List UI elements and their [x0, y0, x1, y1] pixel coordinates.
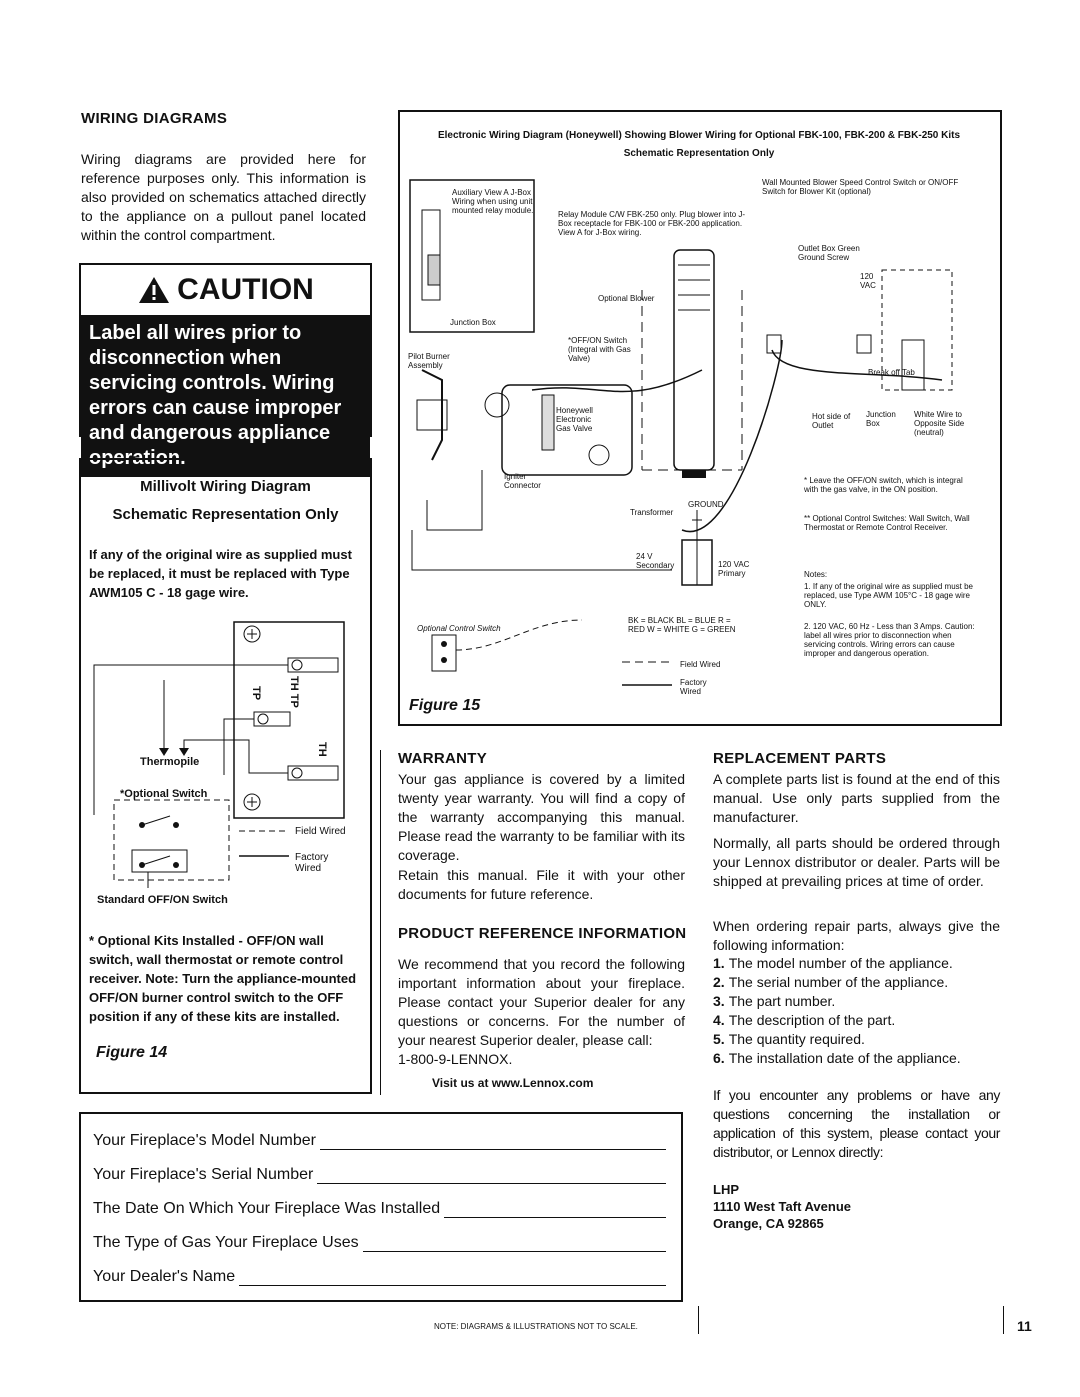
wiring-heading: WIRING DIAGRAMS — [81, 110, 228, 127]
info-form — [93, 1120, 666, 1286]
fig15-factory-wired: Factory Wired — [680, 678, 707, 696]
fig14-title: Millivolt Wiring Diagram — [140, 478, 311, 495]
fig15-pilot-burner: Pilot Burner Assembly — [408, 352, 450, 370]
millivolt-diagram — [84, 620, 364, 920]
warranty-heading: WARRANTY — [398, 750, 488, 767]
fig15-jbox: Junction Box — [866, 410, 896, 428]
fig15-onoff-switch: *OFF/ON Switch (Integral with Gas Valve) — [568, 336, 631, 363]
caution-text: Label all wires prior to disconnection when servicing controls. Wiring errors can cause improper and dangerous appliance operation. — [81, 315, 370, 477]
fig15-notes-title: Notes: — [804, 570, 828, 579]
fig14-optional-switch: *Optional Switch — [120, 788, 208, 800]
serial-number-field[interactable]: Your Fireplace's Serial Number — [93, 1154, 666, 1184]
fig15-honeywell: Honeywell Electronic Gas Valve — [556, 406, 593, 433]
product-ref-phone: 1-800-9-LENNOX. — [398, 1051, 513, 1067]
fig15-note1: * Leave the OFF/ON switch, which is integral with the gas valve, in the ON position. — [804, 476, 963, 494]
fig15-legend-colors: BK = BLACK BL = BLUE R = RED W = WHITE G = GREEN — [628, 616, 736, 634]
fig15-field-wired: Field Wired — [680, 660, 721, 669]
fig15-aux-view: Auxiliary View A J-Box Wiring when using unit mounted relay module. — [452, 188, 534, 215]
fig15-24v: 24 V Secondary — [636, 552, 675, 570]
product-ref-heading: PRODUCT REFERENCE INFORMATION — [398, 925, 687, 942]
model-number-field[interactable]: Your Fireplace's Model Number — [93, 1120, 666, 1150]
parts-p2: Normally, all parts should be ordered through your Lennox distributor or dealer. Parts will be shipped at prevailing prices at time of order. — [713, 835, 1000, 889]
fig15-subtitle: Schematic Representation Only — [623, 148, 775, 159]
fig15-notes-a: 1. If any of the original wire as supplied must be replaced, use Type AWM 105°C - 18 gage wire ONLY. — [804, 582, 973, 609]
warning-triangle-icon — [137, 275, 171, 305]
fig15-vac120: 120 VAC — [860, 272, 876, 290]
product-ref-visit[interactable]: Visit us at www.Lennox.com — [432, 1076, 594, 1090]
parts-list-item: 1. The model number of the appliance. — [713, 955, 953, 971]
address-line-2: 1110 West Taft Avenue — [713, 1199, 852, 1214]
wiring-intro: Wiring diagrams are provided here for reference purposes only. This information is also provided on schematics attached directly to the appliance on a pullout panel located within the control compartment. — [81, 151, 366, 243]
parts-p4: If you encounter any problems or have any questions concerning the installation or application of this system, please contact your distributor, or Lennox directly: — [713, 1087, 1000, 1160]
fig15-note2: ** Optional Control Switches: Wall Switch, Wall Thermostat or Remote Control Receiver. — [804, 514, 970, 532]
page-number: 11 — [1017, 1318, 1032, 1334]
parts-list — [713, 954, 1000, 1068]
fig14-standard-switch: Standard OFF/ON Switch — [97, 894, 228, 906]
fig15-igniter: Igniter Connector — [504, 472, 541, 490]
fig14-label-th: TH — [316, 742, 328, 757]
fig15-junction-box: Junction Box — [450, 318, 496, 327]
fig15-outlet-ground: Outlet Box Green Ground Screw — [798, 244, 860, 262]
fig14-subtitle: Schematic Representation Only — [112, 506, 339, 523]
fig15-title: Electronic Wiring Diagram (Honeywell) Showing Blower Wiring for Optional FBK-100, FBK-200 & FBK-250 Kits — [437, 130, 961, 141]
caution-box — [79, 263, 372, 469]
fig15-wall-switch: Wall Mounted Blower Speed Control Switch or ON/OFF Switch for Blower Kit (optional) — [762, 178, 959, 196]
caution-title: CAUTION — [177, 273, 314, 306]
parts-list-item: 3. The part number. — [713, 993, 836, 1009]
warranty-p1: Your gas appliance is covered by a limited twenty year warranty. You will find a copy of the warranty accompanying this manual. Please read the warranty to be familiar with its coverage. — [398, 771, 685, 863]
parts-list-item: 4. The description of the part. — [713, 1012, 896, 1028]
caution-header — [81, 265, 370, 315]
footer-divider-right — [1003, 1306, 1004, 1334]
fig15-ground: GROUND — [688, 500, 724, 509]
address-line-3: Orange, CA 92865 — [713, 1216, 824, 1231]
fig14-thermopile: Thermopile — [140, 756, 200, 768]
fig15-hot-side: Hot side of Outlet — [812, 412, 851, 430]
fig14-field-wired: Field Wired — [295, 826, 346, 837]
parts-p1: A complete parts list is found at the end of this manual. Use only parts supplied from the manufacturer. — [713, 771, 1000, 825]
parts-list-item: 2. The serial number of the appliance. — [713, 974, 949, 990]
fig15-optional-blower: Optional Blower — [598, 294, 655, 303]
parts-p3: When ordering repair parts, always give the following information: — [713, 918, 1000, 953]
fig15-120v: 120 VAC Primary — [718, 560, 750, 578]
fig14-note: * Optional Kits Installed - OFF/ON wall switch, wall thermostat or remote control receiver. Note: Turn the appliance-mounted OFF/ON burner control switch to the OFF position if any of these kits are installed. — [89, 933, 357, 1024]
parts-list-item: 5. The quantity required. — [713, 1031, 865, 1047]
fig14-caption: Figure 14 — [96, 1044, 168, 1061]
fig14-factory-wired: Factory Wired — [295, 852, 329, 874]
product-ref-p1: We recommend that you record the following important information about your fireplace. Please contact your Superior dealer for any questions or concerns. For the number of your nearest Superior dealer, please call: — [398, 956, 685, 1048]
fig14-label-th-tp: TH TP — [288, 676, 300, 708]
fig15-notes-b: 2. 120 VAC, 60 Hz - Less than 3 Amps. Caution: label all wires prior to disconnection when servicing controls. Wiring errors can cause improper and dangerous operation. — [804, 622, 975, 658]
fig15-white-wire: White Wire to Opposite Side (neutral) — [914, 410, 965, 437]
fig15-optional-control: Optional Control Switch — [417, 624, 501, 633]
parts-heading: REPLACEMENT PARTS — [713, 750, 887, 767]
dealer-name-field[interactable]: Your Dealer's Name — [93, 1256, 666, 1286]
footer-divider — [698, 1306, 699, 1334]
address-line-1: LHP — [713, 1182, 739, 1197]
parts-list-item: 6. The installation date of the appliance. — [713, 1050, 961, 1066]
footer-note: NOTE: DIAGRAMS & ILLUSTRATIONS NOT TO SCALE. — [434, 1322, 638, 1331]
fig15-caption: Figure 15 — [409, 697, 481, 714]
fig15-transformer: Transformer — [630, 508, 674, 517]
fig15-break-off: Break off Tab — [868, 368, 915, 377]
install-date-field[interactable]: The Date On Which Your Fireplace Was Installed — [93, 1188, 666, 1218]
fig15-relay-note: Relay Module C/W FBK-250 only. Plug blower into J-Box receptacle for FBK-100 or FBK-200 application. View A for J-Box wiring. — [558, 210, 746, 237]
warranty-p2: Retain this manual. File it with your other documents for future reference. — [398, 867, 685, 902]
fig14-warning: If any of the original wire as supplied must be replaced, it must be replaced with Type AWM105 C - 18 gage wire. — [89, 547, 352, 600]
fig14-label-tp: TP — [250, 686, 262, 701]
gas-type-field[interactable]: The Type of Gas Your Fireplace Uses — [93, 1222, 666, 1252]
column-divider — [380, 750, 381, 1095]
